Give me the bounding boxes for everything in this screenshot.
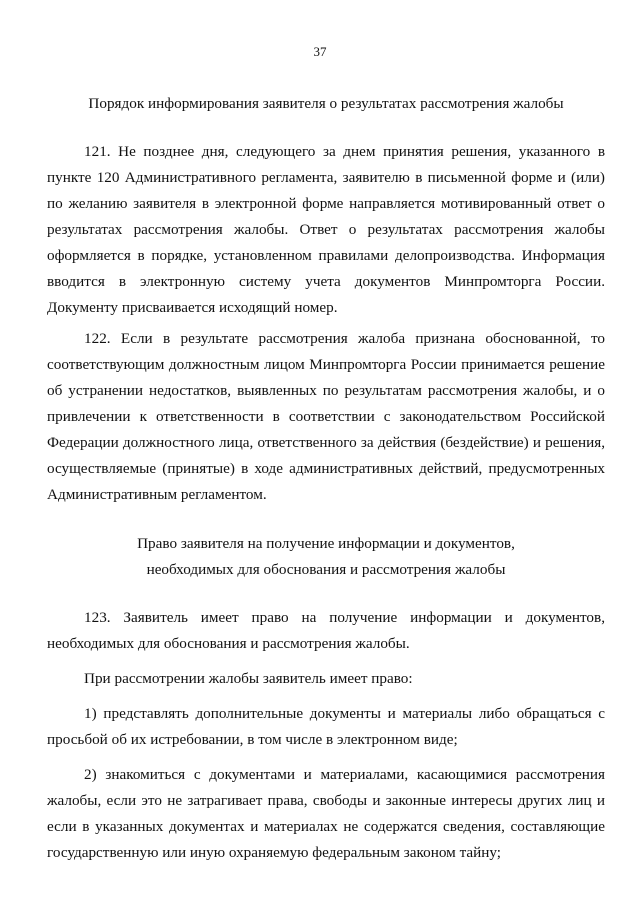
section-heading-rights-line2: необходимых для обоснования и рассмотрения жалобы (146, 561, 506, 578)
paragraph-121: 121. Не позднее дня, следующего за днем принятия решения, указанного в пункте 120 Административного регламента, заявителю в письменной форме и (или) по желанию заявителя в электронной форме направляется мотивированный ответ о результатах рассмотрения жалобы. Ответ о результатах рассмотрения жалобы оформляется в порядке, установленном правилами делопроизводства. Информация вводится в электронную систему учета документов Минпромторга России. Документу присваивается исходящий номер. (47, 143, 605, 316)
document-body (47, 91, 605, 866)
page-number: 37 (313, 44, 327, 59)
section-heading-rights-line1: Право заявителя на получение информации и документов, (137, 535, 515, 552)
right-item-2: 2) знакомиться с документами и материалами, касающимися рассмотрения жалобы, если это не затрагивает права, свободы и законные интересы других лиц и если в указанных документах и материалах не содержатся сведения, составляющие государственную или иную охраняемую федеральным законом тайну; (47, 766, 605, 861)
right-item-1: 1) представлять дополнительные документы и материалы либо обращаться с просьбой об их истребовании, в том числе в электронном виде; (47, 705, 605, 748)
section-heading-rights (47, 531, 605, 583)
rights-intro: При рассмотрении жалобы заявитель имеет право: (84, 670, 413, 687)
paragraph-122: 122. Если в результате рассмотрения жалоба признана обоснованной, то соответствующим должностным лицом Минпромторга России принимается решение об устранении недостатков, выявленных по результатам рассмотрения жалобы, и о привлечении к ответственности в соответствии с законодательством Российской Федерации должностного лица, ответственного за действия (бездействие) и решения, осуществляемые (принятые) в ходе административных действий, предусмотренных Административным регламентом. (47, 330, 605, 503)
section-heading-informing: Порядок информирования заявителя о результатах рассмотрения жалобы (88, 95, 564, 112)
paragraph-123: 123. Заявитель имеет право на получение информации и документов, необходимых для обоснования и рассмотрения жалобы. (47, 609, 605, 652)
